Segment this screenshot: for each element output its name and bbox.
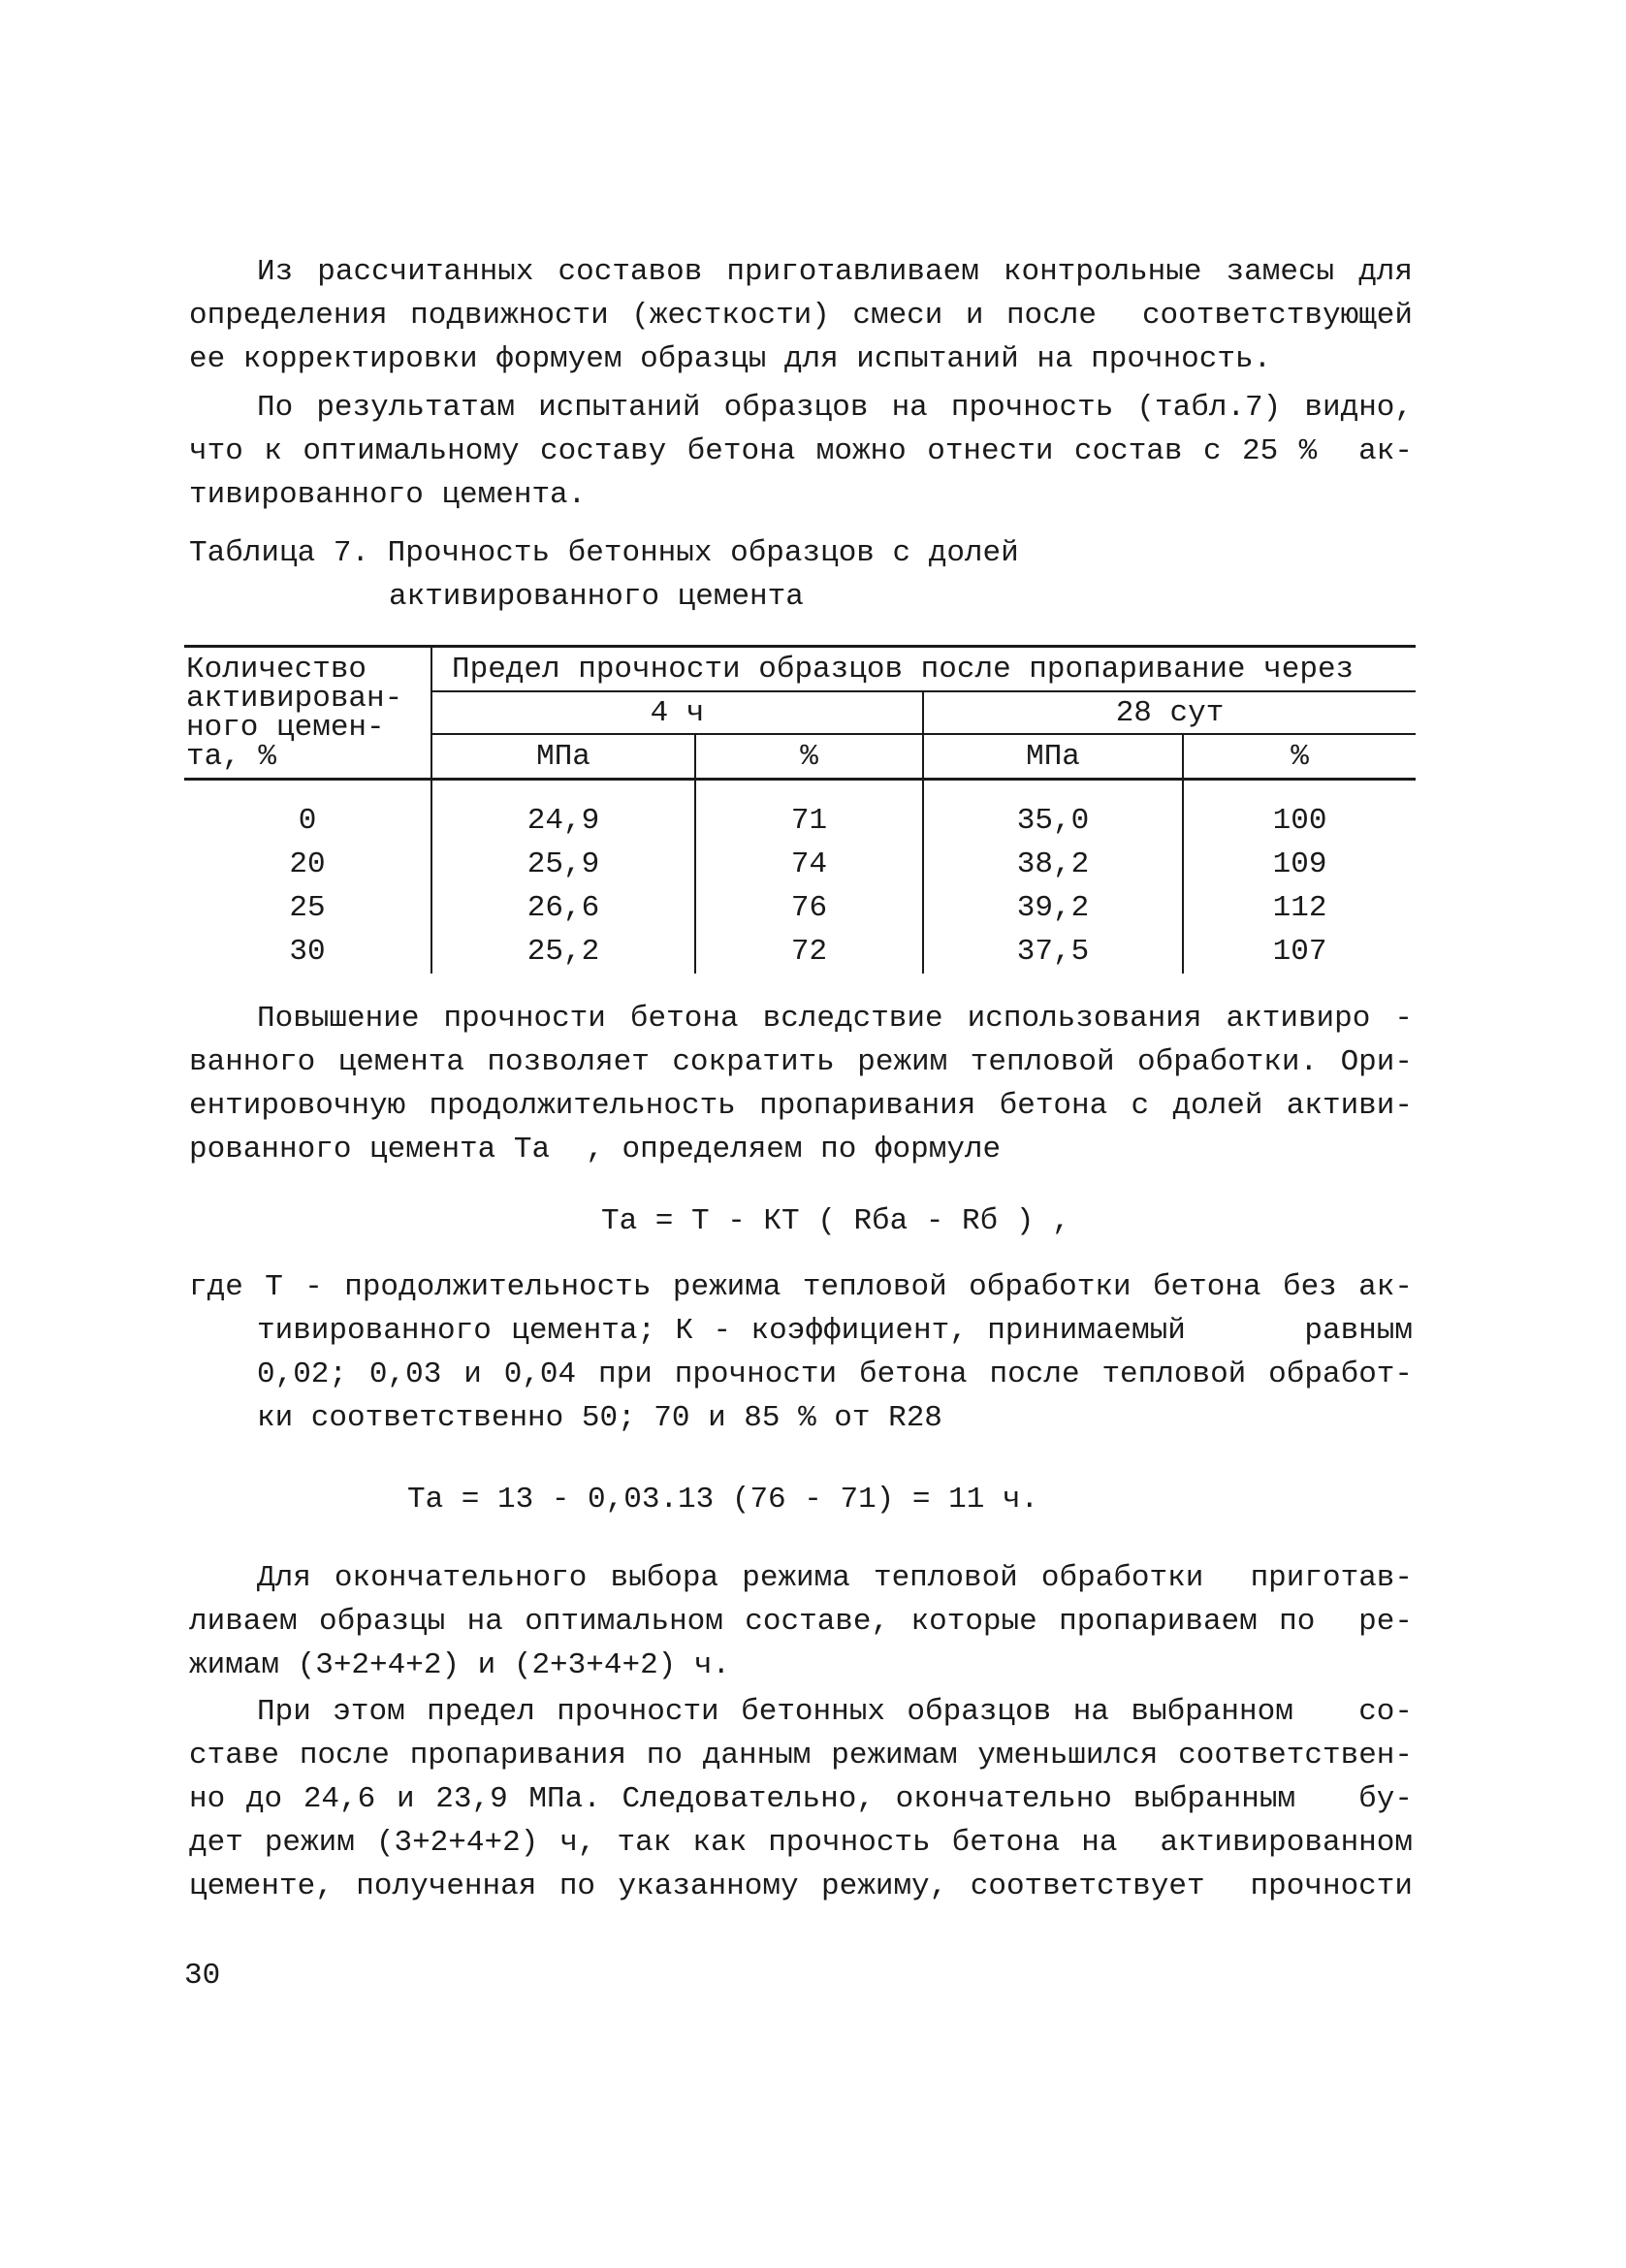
header-line: Количество xyxy=(186,653,367,687)
formula-2: Tа = 13 - 0,03.13 (76 - 71) = 11 ч. xyxy=(407,1483,1039,1517)
text-line: При этом предел прочности бетонных образцов на выбранном со- xyxy=(257,1695,1413,1729)
text-line: дет режим (3+2+4+2) ч, так как прочность бетона на активированном xyxy=(189,1826,1413,1860)
table-cell: 30 xyxy=(184,930,431,974)
page-number: 30 xyxy=(184,1959,221,1993)
text-line: 0,02; 0,03 и 0,04 при прочности бетона после тепловой обработ- xyxy=(257,1358,1413,1391)
table-cell: 72 xyxy=(695,930,923,974)
text-line: Повышение прочности бетона вследствие использования активиро - xyxy=(257,1002,1413,1036)
table-cell: 26,6 xyxy=(431,886,695,930)
table-cell: 100 xyxy=(1272,803,1327,838)
text-line: жимам (3+2+4+2) и (2+3+4+2) ч. xyxy=(189,1648,731,1682)
paragraph-1 xyxy=(189,250,1413,381)
table-row xyxy=(184,843,1416,886)
table-caption xyxy=(189,531,1413,619)
table-row xyxy=(184,930,1416,974)
text-line: ее корректировки формуем образцы для испытаний на прочность. xyxy=(189,342,1272,376)
unit-mpa: МПа xyxy=(923,734,1183,780)
table-row xyxy=(184,886,1416,930)
table-row xyxy=(184,780,1416,799)
table-cell: 25,9 xyxy=(431,843,695,886)
table-cell: 25 xyxy=(184,886,431,930)
text-line: что к оптимальному составу бетона можно отнести состав с 25 % ак- xyxy=(189,434,1413,468)
text-line: цементе, полученная по указанному режиму, соответствует прочности xyxy=(189,1869,1413,1903)
table-cell: 71 xyxy=(695,799,923,843)
text-line: ставе после пропаривания по данным режимам уменьшился соответствен- xyxy=(189,1739,1413,1773)
text-line: рованного цемента Tа , определяем по формуле xyxy=(189,1133,1002,1166)
table-cell: 109 xyxy=(1272,847,1327,881)
table-cell: 74 xyxy=(695,843,923,886)
text-line: но до 24,6 и 23,9 МПа. Следовательно, окончательно выбранным бу- xyxy=(189,1782,1413,1816)
text-line: определения подвижности (жесткости) смеси и после соответствующей xyxy=(189,299,1413,333)
header-line: активирован- xyxy=(186,682,403,716)
table-cell: 24,9 xyxy=(431,799,695,843)
header-line: ного цемен- xyxy=(186,711,385,745)
table-cell: 25,2 xyxy=(431,930,695,974)
table-cell: 35,0 xyxy=(923,799,1183,843)
text-line: ки соответственно 50; 70 и 85 % от R28 xyxy=(257,1401,942,1435)
table-cell: 112 xyxy=(1272,890,1327,925)
table-cell: 39,2 xyxy=(923,886,1183,930)
paragraph-3 xyxy=(189,997,1413,1171)
formula-1: Tа = Т - КТ ( Rбa - Rб ) , xyxy=(601,1204,1070,1238)
text-line: тивированного цемента; К - коэффициент, принимаемый равным xyxy=(257,1314,1413,1348)
caption-line: активированного цемента xyxy=(389,580,804,614)
text-line: Из рассчитанных составов приготавливаем контрольные замесы для xyxy=(257,255,1413,289)
text-line: Для окончательного выбора режима тепловой обработки приготав- xyxy=(257,1561,1413,1595)
text-line: тивированного цемента. xyxy=(189,478,587,512)
table-cell: 76 xyxy=(695,886,923,930)
unit-mpa: МПа xyxy=(431,734,695,780)
unit-percent: % xyxy=(695,734,923,780)
text-line: По результатам испытаний образцов на прочность (табл.7) видно, xyxy=(257,391,1413,425)
table-cell: 20 xyxy=(184,843,431,886)
header-line: та, % xyxy=(186,740,277,774)
column-group-4h: 4 ч xyxy=(431,691,923,734)
table-cell: 38,2 xyxy=(923,843,1183,886)
table-cell: 0 xyxy=(184,799,431,843)
where-clause xyxy=(189,1265,1413,1440)
column-header-amount xyxy=(184,647,431,780)
column-group-28d: 28 сут xyxy=(923,691,1416,734)
table-row xyxy=(184,799,1416,843)
text-line: где Т - продолжительность режима тепловой обработки бетона без ак- xyxy=(189,1270,1413,1304)
text-line: ливаем образцы на оптимальном составе, которые пропариваем по ре- xyxy=(189,1605,1413,1639)
caption-line: Таблица 7. Прочность бетонных образцов с долей xyxy=(189,536,1019,570)
paragraph-5 xyxy=(189,1690,1413,1908)
paragraph-2 xyxy=(189,386,1413,517)
unit-percent: % xyxy=(1183,734,1416,780)
column-header-strength: Предел прочности образцов после пропаривание через xyxy=(431,647,1416,692)
paragraph-4 xyxy=(189,1556,1413,1687)
table-cell: 107 xyxy=(1272,934,1327,969)
text-line: ванного цемента позволяет сократить режим тепловой обработки. Ори- xyxy=(189,1045,1413,1079)
strength-table xyxy=(184,645,1416,974)
table-cell: 37,5 xyxy=(923,930,1183,974)
text-line: ентировочную продолжительность пропаривания бетона с долей активи- xyxy=(189,1089,1413,1123)
